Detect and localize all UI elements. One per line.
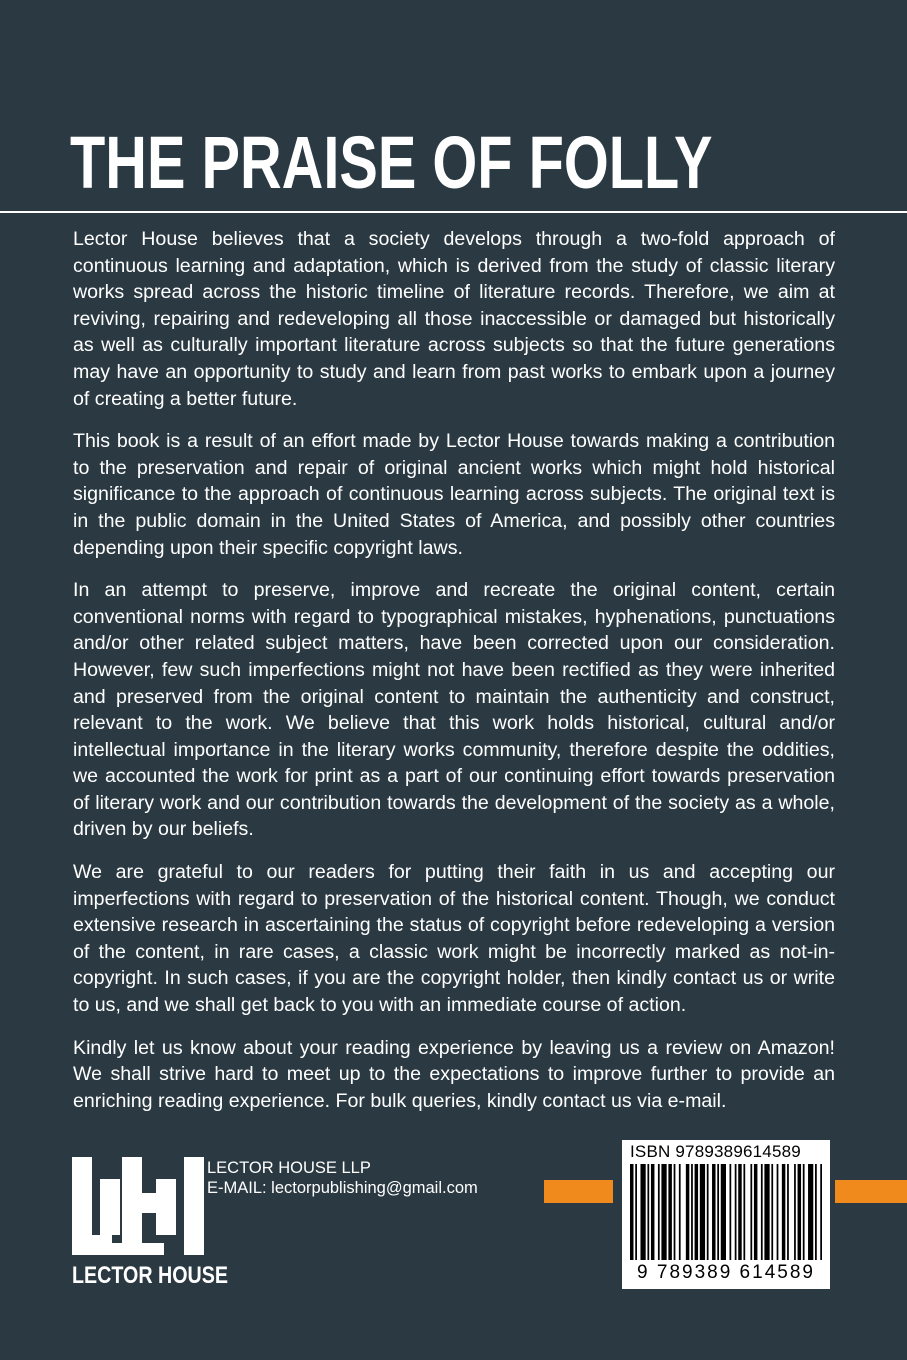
barcode-bar [707,1164,709,1260]
isbn-label: ISBN 9789389614589 [630,1142,801,1161]
barcode-bar [635,1164,637,1260]
barcode-bar [729,1164,731,1260]
paragraph-4: We are grateful to our readers for putting their faith in us and accepting our imperfections with regard to preservation of the historical content. Though, we conduct extensive research in ascertaining the status of copyright before redeveloping a version of the content, in rare cases, a classic work might be incorrectly marked as not-in-copyright. In such cases, if you are the copyright holder, then kindly contact us or write to us, and we shall get back to you with an immediate course of action. [73,861,835,1017]
barcode-bar [686,1164,689,1260]
barcode-bar [798,1164,801,1260]
isbn-barcode [622,1140,830,1289]
barcode-bar [777,1164,779,1260]
book-title: THE PRAISE OF FOLLY [70,121,713,204]
paragraph-3: In an attempt to preserve, improve and recreate the original content, certain conventional norms with regard to typographical mistakes, hyphenations, punctuations and/or other related subject matters, have been corrected upon our consideration. However, few such imperfections might not have been rectified as they were inherited and preserved from the original content to maintain the authenticity and construct, relevant to the work. We believe that this work holds historical, cultural and/or intellectual importance in the literary works community, therefore despite the oddities, we accounted the work for print as a part of our continuing effort towards preservation of literary work and our contribution towards the development of the society as a whole, driven by our beliefs. [73,579,835,841]
barcode-bar [754,1164,757,1260]
title-divider [0,211,907,213]
barcode-bar [721,1164,726,1260]
barcode-bar [712,1164,715,1260]
barcode-bar [679,1164,681,1260]
barcode-bar [808,1164,813,1260]
barcode-bar [700,1164,705,1260]
back-cover-blurb [73,226,835,1130]
barcode-bar [738,1164,741,1260]
barcode-bar [647,1164,649,1260]
accent-bar-left [544,1180,613,1203]
barcode-bar [651,1164,654,1260]
publisher-name: LECTOR HOUSE LLP [207,1159,371,1177]
barcode-bar [691,1164,693,1260]
barcode-bar [750,1164,752,1260]
barcode-bars [630,1164,822,1264]
barcode-bar [735,1164,737,1260]
paragraph-1: Lector House believes that a society develops through a two-fold approach of continuous learning and adaptation, which is derived from the study of classic literary works spread across the historic timeline of literature records. Therefore, we aim at reviving, repairing and redeveloping all those inaccessible or damaged but historically as well as culturally important literature across subjects so that the future generations may have an opportunity to study and learn from past works to embark upon a journey of creating a better future. [73,228,835,410]
barcode-bar [761,1164,763,1260]
logo-wordmark: LECTOR HOUSE [72,1262,229,1289]
paragraph-2: This book is a result of an effort made by Lector House towards making a contribution to the preservation and repair of original ancient works which might hold historical significance to the approach of continuous learning across subjects. The original text is in the public domain in the United States of America, and possibly other countries depending upon their specific copyright laws. [73,430,835,559]
barcode-bar [661,1164,666,1260]
isbn-digits: 9 789389 614589 [637,1262,815,1283]
barcode-bar [803,1164,805,1260]
barcode-bar [630,1164,633,1260]
publisher-email: E-MAIL: lectorpublishing@gmail.com [207,1179,478,1197]
barcode-bar [764,1164,769,1260]
barcode-bar [717,1164,719,1260]
paragraph-5: Kindly let us know about your reading experience by leaving us a review on Amazon! We shall strive hard to meet up to the expectations to improve further to provide an enriching reading experience. For bulk queries, kindly contact us via e-mail. [73,1036,835,1112]
barcode-bar [815,1164,817,1260]
barcode-bar [658,1164,660,1260]
barcode-bar [640,1164,645,1260]
barcode-bar [782,1164,785,1260]
publisher-contact [207,1158,478,1198]
barcode-bar [787,1164,789,1260]
barcode-bar [794,1164,796,1260]
barcode-bar [743,1164,745,1260]
barcode-bar [771,1164,773,1260]
barcode-bar [695,1164,698,1260]
barcode-bar [820,1164,822,1260]
barcode-bar [674,1164,676,1260]
barcode-bar [668,1164,671,1260]
accent-bar-right [835,1180,907,1203]
